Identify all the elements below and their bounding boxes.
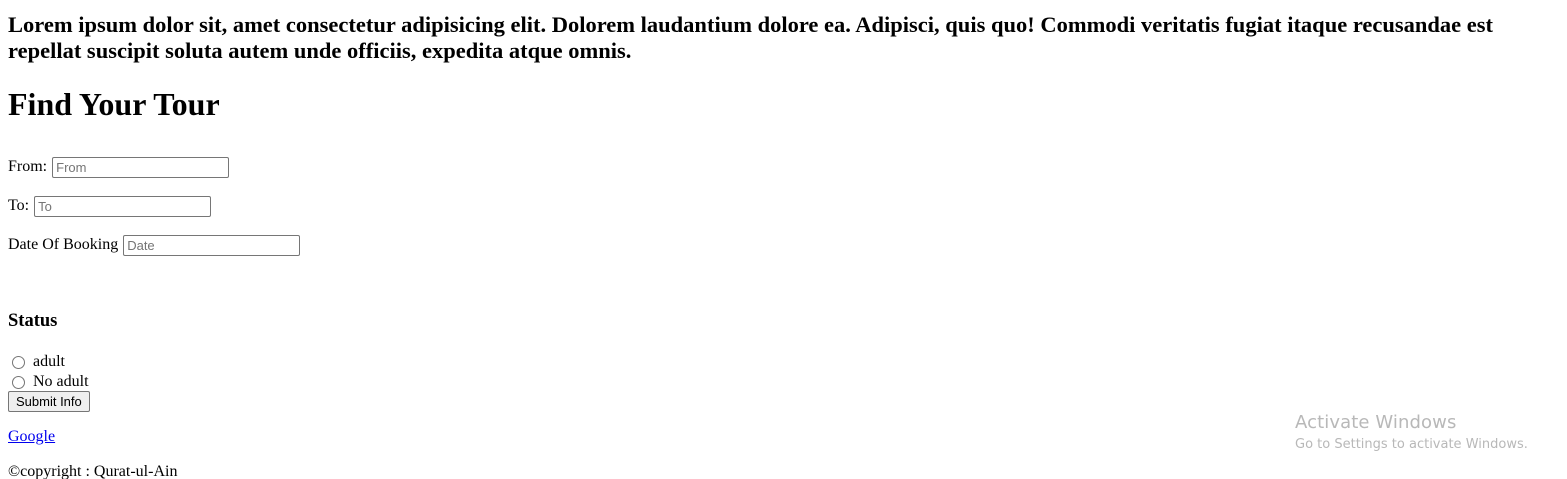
status-heading: Status	[8, 311, 58, 331]
google-link[interactable]: Google	[8, 428, 56, 445]
from-row	[8, 157, 229, 178]
page-root	[0, 12, 1567, 123]
page-title: Find Your Tour	[8, 86, 220, 122]
to-row	[8, 196, 211, 217]
to-label: To:	[8, 197, 30, 215]
watermark-title: Activate Windows	[1295, 412, 1457, 433]
radio-label-adult: adult	[33, 353, 65, 370]
submit-button[interactable]: Submit Info	[8, 391, 90, 412]
date-label: Date Of Booking	[8, 236, 119, 254]
intro-paragraph: Lorem ipsum dolor sit, amet consectetur adipisicing elit. Dolorem laudantium dolore ea. Adipisci, quis quo! Commodi veritatis fugiat itaque recusandae est repellat suscipit soluta autem unde officiis, expedita atque omnis.	[8, 12, 1494, 63]
copyright-text: ©copyright : Qurat-ul-Ain	[8, 463, 178, 479]
radio-button-no-adult[interactable]	[12, 376, 25, 389]
date-row	[8, 235, 300, 256]
radio-label-no-adult: No adult	[33, 373, 89, 390]
radio-option-no-adult[interactable]	[12, 372, 89, 392]
activate-windows-watermark	[1295, 412, 1528, 454]
watermark-subtitle: Go to Settings to activate Windows.	[1295, 437, 1528, 452]
from-input[interactable]	[52, 157, 229, 178]
from-label: From:	[8, 158, 48, 176]
radio-option-adult[interactable]	[12, 352, 65, 372]
to-input[interactable]	[34, 196, 211, 217]
date-input[interactable]	[123, 235, 300, 256]
radio-button-adult[interactable]	[12, 356, 25, 369]
